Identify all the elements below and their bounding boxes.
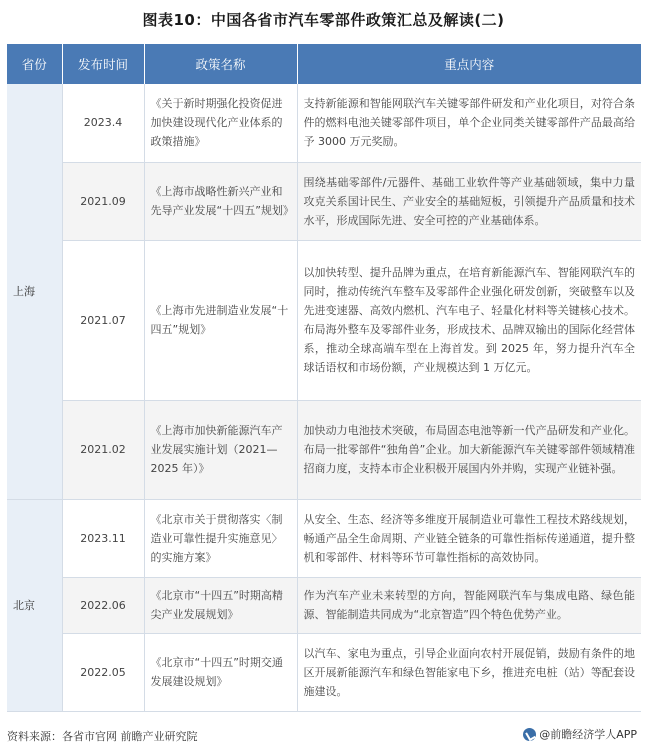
table-row [7,240,641,400]
table-row [7,162,641,240]
header-province: 省份 [7,44,62,84]
province-cell-shanghai: 上海 [7,84,62,499]
table-row [7,633,641,711]
date-cell: 2023.4 [62,84,144,162]
policy-name-cell: 《上海市加快新能源汽车产业发展实施计划（2021—2025 年）》 [144,400,297,499]
table-row [7,577,641,633]
table-row [7,499,641,577]
date-cell: 2021.02 [62,400,144,499]
policy-content-cell: 以汽车、家电为重点，引导企业面向农村开展促销，鼓励有条件的地区开展新能源汽车和绿色智能家电下乡，推进充电桩（站）等配套设施建设。 [297,633,641,711]
policy-name-cell: 《北京市“十四五”时期交通发展建设规划》 [144,633,297,711]
date-cell: 2023.11 [62,499,144,577]
policy-content-cell: 加快动力电池技术突破，布局固态电池等新一代产品研发和产业化。布局一批零部件“独角兽”企业。加大新能源汽车关键零部件领域精准招商力度，支持本市企业积极开展国内外并购，实现产业链补强。 [297,400,641,499]
page-title: 图表10：中国各省市汽车零部件政策汇总及解读(二) [142,11,505,29]
policy-content-cell: 以加快转型、提升品牌为重点，在培育新能源汽车、智能网联汽车的同时，推动传统汽车整车及零部件企业强化研发创新，突破整车以及先进变速器、高效内燃机、汽车电子、轻量化材料等关键核心技术。布局海外整车及零部件业务，形成技术、品牌双输出的国际化经营体系，推动全球高端车型在上海首发。到 2025 年，努力提升汽车全球话语权和市场份额，产业规模达到 1 万亿元。 [297,240,641,400]
brand-credit [523,726,637,742]
province-cell-beijing: 北京 [7,499,62,711]
policy-content-cell: 从安全、生态、经济等多维度开展制造业可靠性工程技术路线规划，畅通产品全生命周期、产业链全链条的可靠性指标传递通道，提升整机和零部件、材料等环节可靠性指标的高效协同。 [297,499,641,577]
date-cell: 2022.05 [62,633,144,711]
policy-table [7,44,641,712]
brand-logo-icon [523,728,536,741]
policy-name-cell: 《关于新时期强化投资促进加快建设现代化产业体系的政策措施》 [144,84,297,162]
date-cell: 2022.06 [62,577,144,633]
table-header-row [7,44,641,84]
header-date: 发布时间 [62,44,144,84]
date-cell: 2021.07 [62,240,144,400]
table-row [7,400,641,499]
policy-name-cell: 《上海市先进制造业发展“十四五”规划》 [144,240,297,400]
policy-name-cell: 《北京市“十四五”时期高精尖产业发展规划》 [144,577,297,633]
policy-content-cell: 作为汽车产业未来转型的方向，智能网联汽车与集成电路、绿色能源、智能制造共同成为“北京智造”四个特色优势产业。 [297,577,641,633]
source-note: 资料来源：各省市官网 前瞻产业研究院 [7,730,198,743]
table-row [7,84,641,162]
header-content: 重点内容 [297,44,641,84]
policy-content-cell: 围绕基础零部件/元器件、基础工业软件等产业基础领域，集中力量攻克关系国计民生、产业安全的基础短板，引领提升产品质量和技术水平，形成国际先进、安全可控的产业基础体系。 [297,162,641,240]
policy-name-cell: 《北京市关于贯彻落实〈制造业可靠性提升实施意见〉的实施方案》 [144,499,297,577]
brand-credit-label: @前瞻经济学人APP [539,728,637,741]
header-name: 政策名称 [144,44,297,84]
date-cell: 2021.09 [62,162,144,240]
policy-content-cell: 支持新能源和智能网联汽车关键零部件研发和产业化项目，对符合条件的燃料电池关键零部件项目，单个企业同类关键零部件产品最高给予 3000 万元奖励。 [297,84,641,162]
policy-name-cell: 《上海市战略性新兴产业和先导产业发展“十四五”规划》 [144,162,297,240]
